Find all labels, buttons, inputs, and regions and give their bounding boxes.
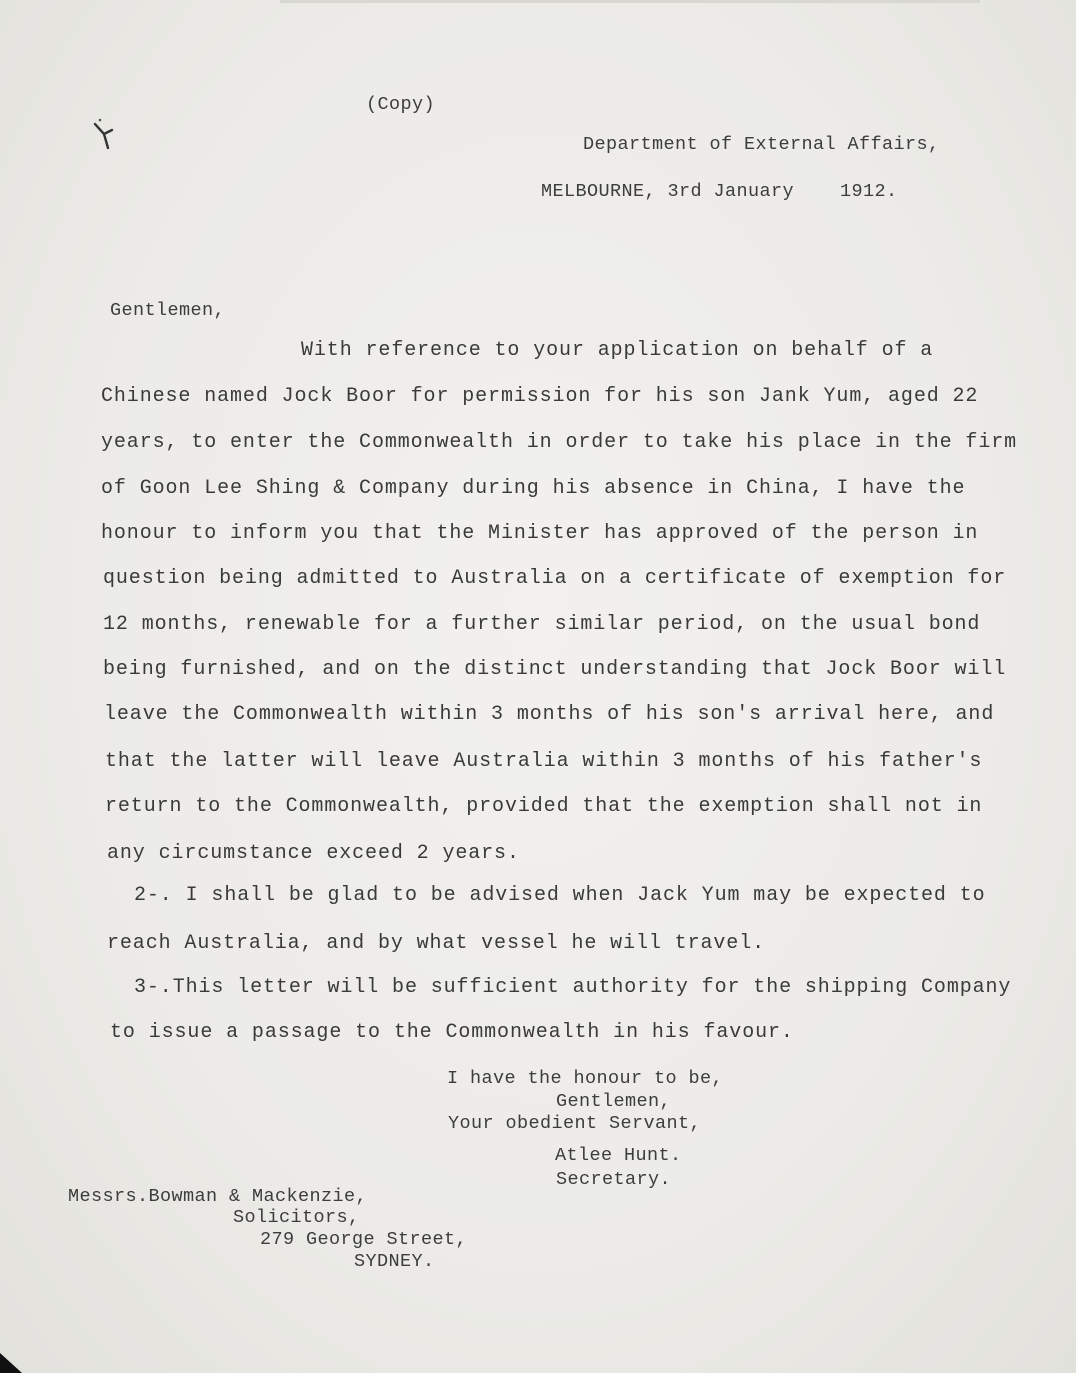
addressee-line: SYDNEY.	[354, 1251, 435, 1272]
body-line: With reference to your application on behalf of a	[301, 339, 934, 362]
body-line: return to the Commonwealth, provided that the exemption shall not in	[105, 795, 983, 818]
scan-corner-shadow	[0, 1343, 40, 1373]
body-line: honour to inform you that the Minister has approved of the person in	[101, 522, 979, 545]
signatory-name: Atlee Hunt.	[555, 1145, 682, 1166]
addressee-line: 279 George Street,	[260, 1229, 468, 1250]
addressee-line: Solicitors,	[233, 1207, 360, 1228]
body-line: Chinese named Jock Boor for permission for his son Jank Yum, aged 22	[101, 385, 979, 408]
addressee-line: Messrs.Bowman & Mackenzie,	[68, 1186, 368, 1207]
closing-line: I have the honour to be,	[447, 1068, 724, 1089]
salutation: Gentlemen,	[110, 300, 226, 321]
sender-department: Department of External Affairs,	[583, 134, 940, 155]
pen-tick-mark	[92, 118, 132, 154]
closing-line: Your obedient Servant,	[448, 1113, 702, 1134]
body-line: any circumstance exceed 2 years.	[107, 842, 520, 865]
paragraph-3-line: to issue a passage to the Commonwealth in his favour.	[110, 1021, 794, 1044]
closing-line: Gentlemen,	[556, 1091, 672, 1112]
place-date: MELBOURNE, 3rd January 1912.	[541, 181, 898, 202]
signatory-title: Secretary.	[556, 1169, 672, 1190]
paragraph-2-line: 2-. I shall be glad to be advised when Jack Yum may be expected to	[134, 884, 986, 907]
copy-label: (Copy)	[366, 94, 436, 115]
body-line: 12 months, renewable for a further similar period, on the usual bond	[103, 613, 981, 636]
body-line: that the latter will leave Australia within 3 months of his father's	[105, 750, 983, 773]
body-line: years, to enter the Commonwealth in order to take his place in the firm	[101, 431, 1018, 454]
body-line: being furnished, and on the distinct understanding that Jock Boor will	[103, 658, 1007, 681]
body-line: of Goon Lee Shing & Company during his absence in China, I have the	[101, 477, 966, 500]
paragraph-3-line: 3-.This letter will be sufficient authority for the shipping Company	[134, 976, 1012, 999]
paragraph-2-line: reach Australia, and by what vessel he will travel.	[107, 932, 765, 955]
body-line: question being admitted to Australia on a certificate of exemption for	[103, 567, 1007, 590]
page-edge-shadow	[280, 0, 980, 3]
body-line: leave the Commonwealth within 3 months of his son's arrival here, and	[104, 703, 995, 726]
